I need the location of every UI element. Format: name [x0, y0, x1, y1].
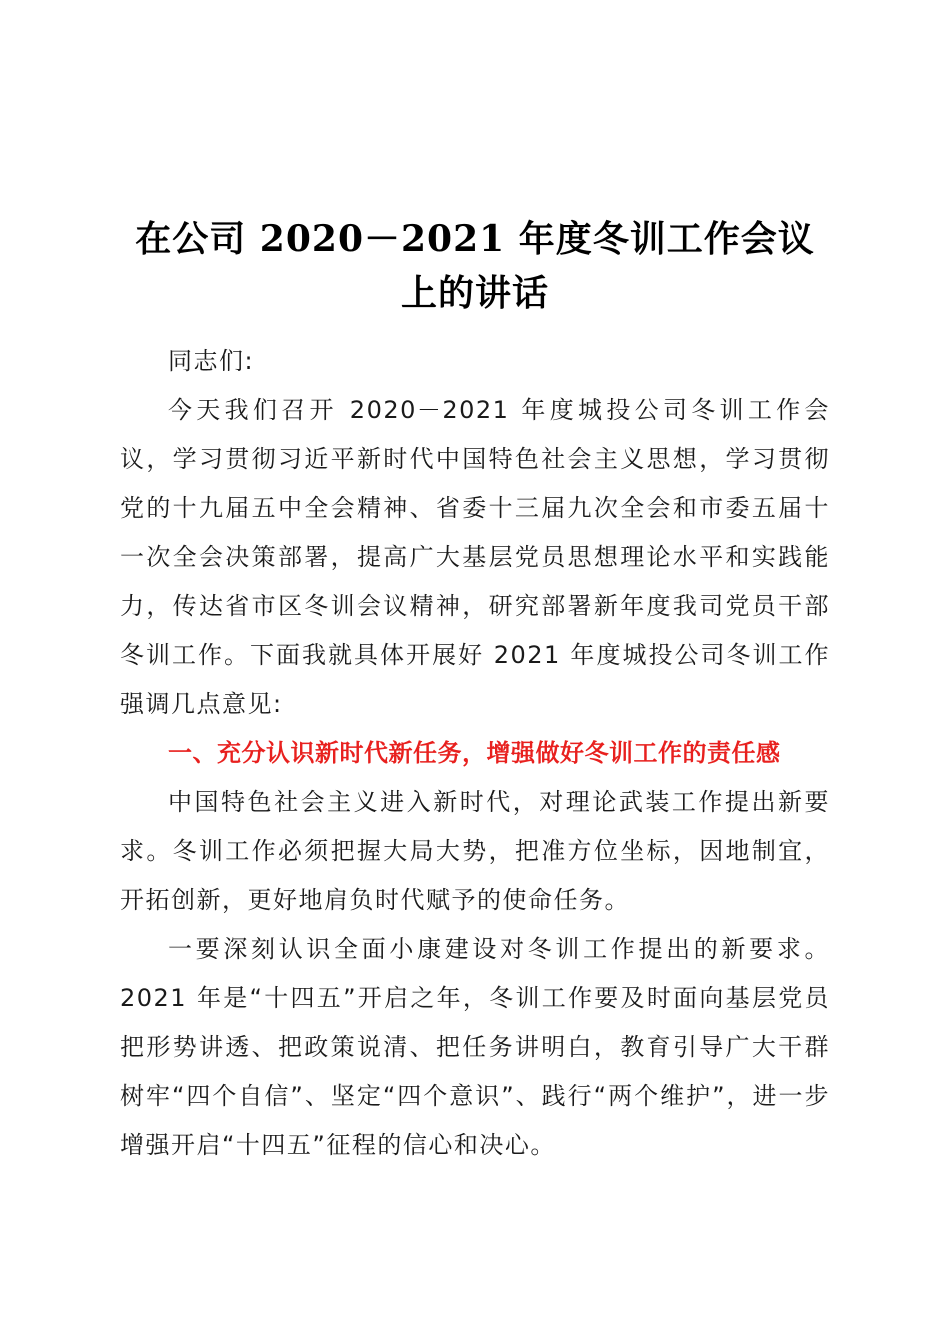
section-heading: 一、充分认识新时代新任务，增强做好冬训工作的责任感 — [168, 739, 781, 767]
section-paragraph-2: 一要深刻认识全面小康建设对冬训工作提出的新要求。2021 年是“十四五”开启之年，冬训工作要及时面向基层党员把形势讲透、把政策说清、把任务讲明白，教育引导广大干群树牢“四个自信”、坚定“四个意识”、践行“两个维护”，进一步增强开启“十四五”征程的信心和决心。 — [120, 935, 830, 1159]
section-paragraph-1: 中国特色社会主义进入新时代，对理论武装工作提出新要求。冬训工作必须把握大局大势，把准方位坐标，因地制宜，开拓创新，更好地肩负时代赋予的使命任务。 — [120, 788, 830, 914]
document-title: 在公司 2020－2021 年度冬训工作会议上的讲话 — [135, 218, 815, 314]
intro-paragraph: 今天我们召开 2020－2021 年度城投公司冬训工作会议，学习贯彻习近平新时代中国特色社会主义思想，学习贯彻党的十九届五中全会精神、省委十三届九次全会和市委五届十一次全会决策部署，提高广大基层党员思想理论水平和实践能力，传达省市区冬训会议精神，研究部署新年度我司党员干部冬训工作。下面我就具体开展好 2021 年度城投公司冬训工作强调几点意见: — [120, 396, 830, 718]
document-body — [120, 337, 830, 1170]
greeting: 同志们: — [168, 347, 255, 375]
